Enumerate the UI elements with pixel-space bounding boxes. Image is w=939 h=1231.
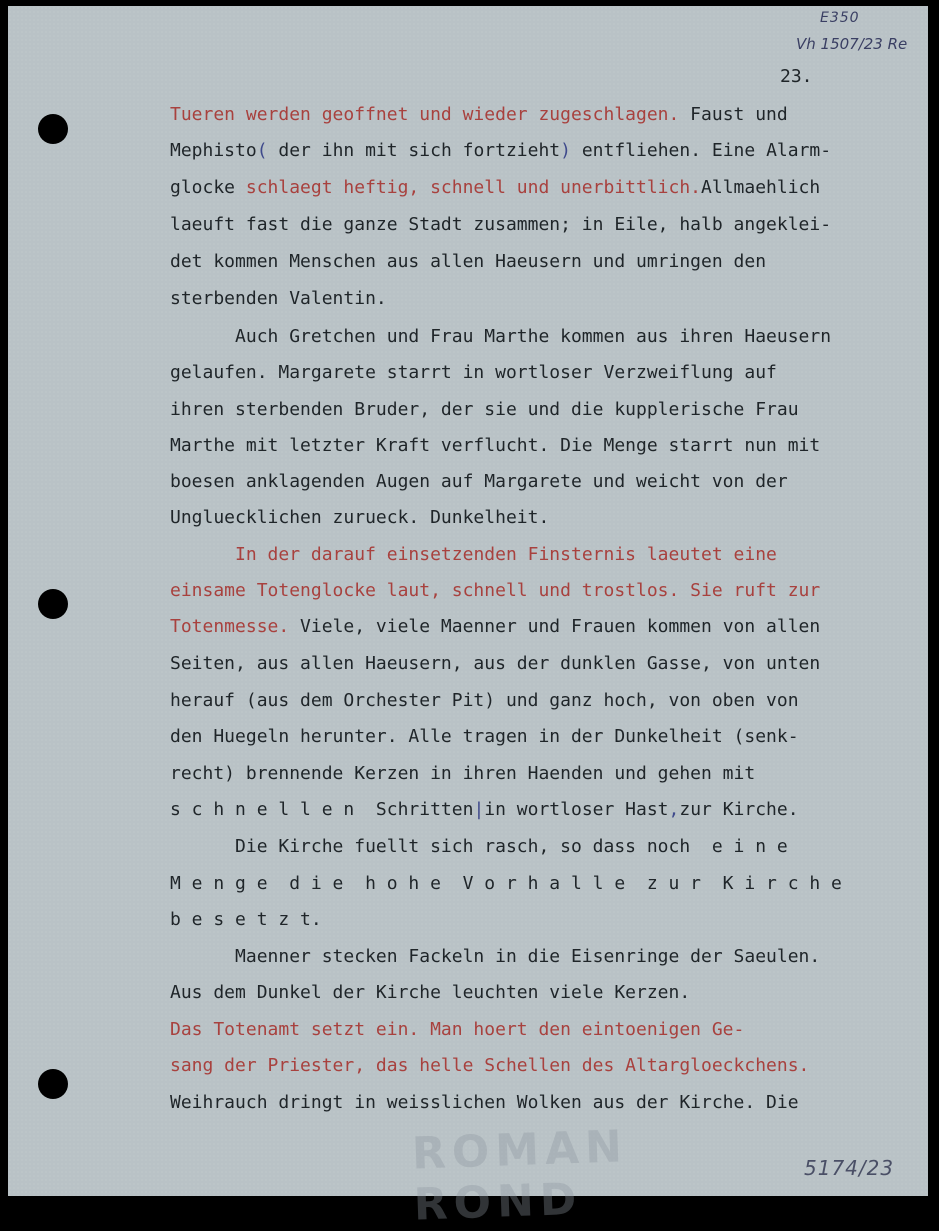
text-line (170, 1019, 744, 1041)
text-line (170, 435, 820, 457)
text-segment: b e s e t z t. (170, 909, 322, 930)
text-segment (170, 544, 235, 565)
text-segment: der ihn mit sich fortzieht (267, 140, 561, 161)
text-segment: Weihrauch dringt in weisslichen Wolken aus der Kirche. Die (170, 1092, 799, 1113)
text-line (170, 362, 777, 384)
blue-text-segment: | (473, 799, 485, 820)
punch-hole (38, 1069, 68, 1099)
text-line (170, 544, 777, 566)
punch-hole (38, 114, 68, 144)
text-line (170, 214, 831, 236)
text-line (170, 507, 549, 529)
text-line (170, 580, 820, 602)
text-line (170, 946, 820, 968)
text-line (170, 251, 766, 273)
text-segment: zur Kirche. (679, 799, 799, 820)
punch-hole (38, 589, 68, 619)
text-segment: den Huegeln herunter. Alle tragen in der Dunkelheit (senk- (170, 726, 799, 747)
text-segment: Viele, viele Maenner und Frauen kommen von allen (289, 616, 821, 637)
text-segment: Marthe mit letzter Kraft verflucht. Die Menge starrt nun mit (170, 435, 821, 456)
text-segment: boesen anklagenden Augen auf Margarete und weicht von der (170, 471, 788, 492)
text-line (170, 836, 788, 858)
text-segment: det kommen Menschen aus allen Haeusern und umringen den (170, 251, 767, 272)
text-segment: glocke (170, 177, 246, 198)
text-segment: sterbenden Valentin. (170, 288, 387, 309)
text-line (170, 471, 788, 493)
blue-text-segment: ) (560, 140, 571, 161)
blue-text-segment: ( (256, 140, 268, 161)
red-text-segment: sang der Priester, das helle Schellen des Altargloeckchens. (170, 1055, 810, 1076)
text-segment: M e n g e d i e h o h e V o r h a l l e z u r K i r c h e (170, 873, 842, 894)
text-segment: Auch Gretchen und Frau Marthe kommen aus ihren Haeusern (170, 326, 832, 347)
text-line (170, 288, 387, 310)
text-line (170, 326, 831, 348)
text-line (170, 763, 755, 785)
text-segment: Mephisto (170, 140, 257, 161)
text-segment: gelaufen. Margarete starrt in wortloser Verzweiflung auf (170, 362, 777, 383)
text-segment: entfliehen. Eine Alarm- (571, 140, 832, 161)
text-segment: herauf (aus dem Orchester Pit) und ganz hoch, von oben von (170, 690, 799, 711)
page-number: 23. (780, 66, 813, 87)
archive-reference: E350 (820, 10, 860, 26)
red-text-segment: Tueren werden geoffnet und wieder zugeschlagen. (170, 104, 680, 125)
red-text-segment: schlaegt heftig, schnell und unerbittlich. (245, 177, 702, 198)
archive-reference-number: Vh 1507/23 Re (796, 35, 908, 53)
text-line (170, 909, 322, 931)
red-text-segment: In der darauf einsetzenden Finsternis laeutet eine (235, 544, 777, 565)
handwritten-footer-number: 5174/23 (804, 1156, 895, 1180)
text-line (170, 1055, 809, 1077)
text-segment: Ungluecklichen zurueck. Dunkelheit. (170, 507, 550, 528)
text-segment: laeuft fast die ganze Stadt zusammen; in Eile, halb angeklei- (170, 214, 832, 235)
text-line (170, 140, 831, 162)
text-segment: Seiten, aus allen Haeusern, aus der dunklen Gasse, von unten (170, 653, 821, 674)
text-line (170, 690, 799, 712)
text-line (170, 799, 799, 821)
text-segment: in wortloser Hast (484, 799, 669, 820)
text-segment: Faust und (679, 104, 788, 125)
text-line (170, 873, 842, 895)
red-text-segment: Totenmesse. (170, 616, 290, 637)
text-line (170, 982, 690, 1004)
text-segment: recht) brennende Kerzen in ihren Haenden und gehen mit (170, 763, 756, 784)
text-line (170, 616, 820, 638)
text-line (170, 1092, 799, 1114)
text-segment: Die Kirche fuellt sich rasch, so dass noch e i n e (170, 836, 788, 857)
blue-text-segment: , (668, 799, 680, 820)
text-segment: ihren sterbenden Bruder, der sie und die kupplerische Frau (170, 399, 799, 420)
text-line (170, 177, 820, 199)
text-line (170, 399, 799, 421)
text-line (170, 726, 799, 748)
text-line (170, 653, 820, 675)
red-text-segment: Das Totenamt setzt ein. Man hoert den eintoenigen Ge- (170, 1019, 745, 1040)
document-page (8, 6, 928, 1231)
text-segment: Aus dem Dunkel der Kirche leuchten viele Kerzen. (170, 982, 691, 1003)
text-segment: Allmaehlich (701, 177, 821, 198)
faded-stamp: ROMAN ROND (411, 1121, 629, 1231)
text-line (170, 104, 788, 126)
text-segment: s c h n e l l e n Schritten (170, 799, 474, 820)
text-segment: Maenner stecken Fackeln in die Eisenringe der Saeulen. (170, 946, 821, 967)
red-text-segment: einsame Totenglocke laut, schnell und trostlos. Sie ruft zur (170, 580, 821, 601)
